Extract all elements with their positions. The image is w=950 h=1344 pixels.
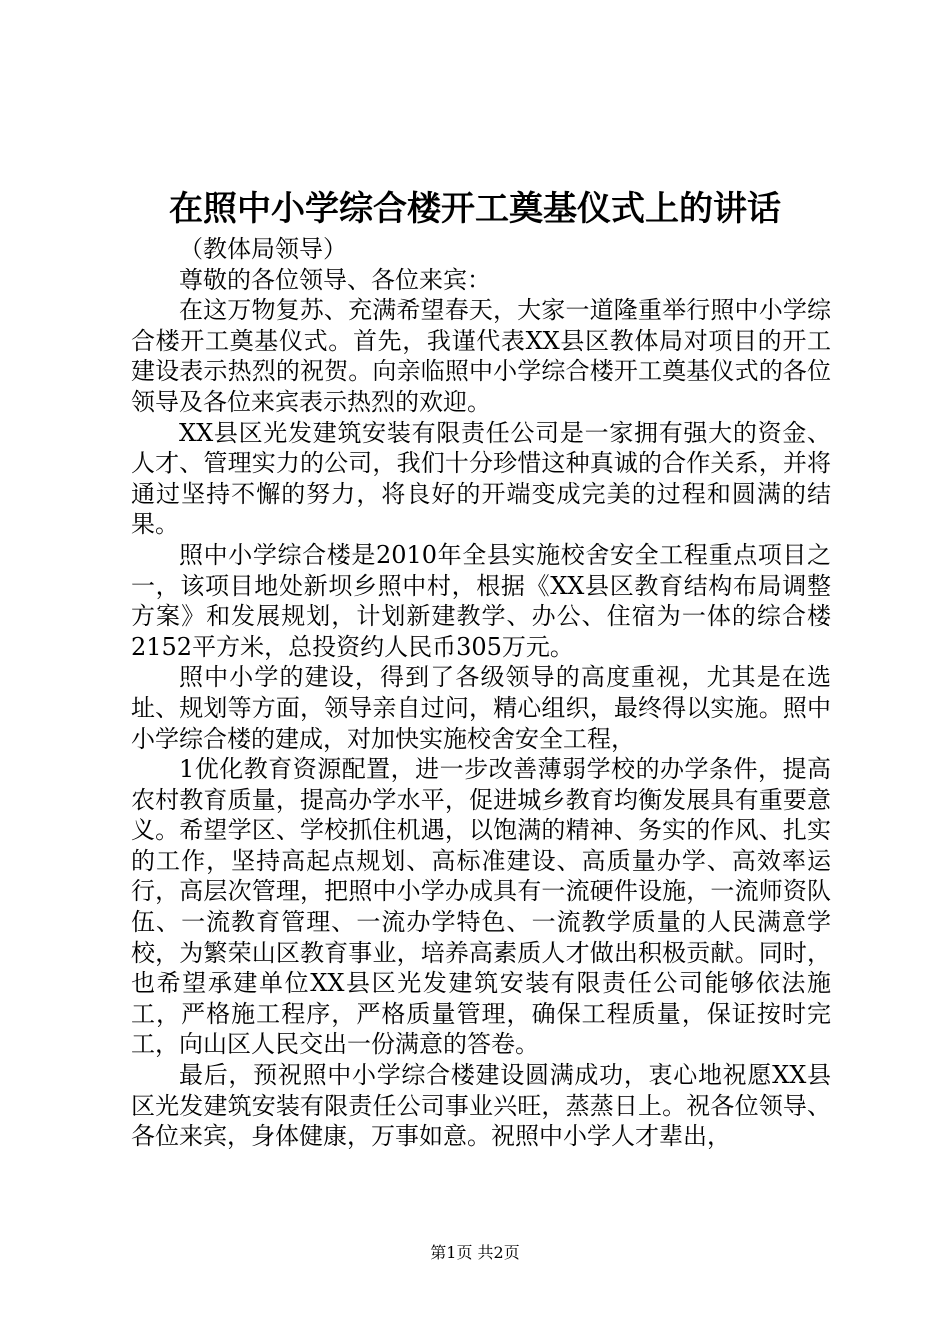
paragraph-6: 最后，预祝照中小学综合楼建设圆满成功，衷心地祝愿XX县区光发建筑安装有限责任公司事业兴旺，蒸蒸日上。祝各位领导、各位来宾，身体健康，万事如意。祝照中小学人才辈出，: [131, 1061, 831, 1151]
paragraph-3: 照中小学综合楼是2010年全县实施校舍安全工程重点项目之一，该项目地处新坝乡照中村，根据《XX县区教育结构布局调整方案》和发展规划，计划新建教学、办公、住宿为一体的综合楼2152平方米，总投资约人民币305万元。: [131, 540, 831, 661]
document-body: [131, 234, 831, 1152]
author-note: （教体局领导）: [179, 235, 347, 263]
paragraph-2: XX县区光发建筑安装有限责任公司是一家拥有强大的资金、人才、管理实力的公司，我们十分珍惜这种真诚的合作关系，并将通过坚持不懈的努力，将良好的开端变成完美的过程和圆满的结果。: [131, 418, 831, 539]
paragraph-5: 1优化教育资源配置，进一步改善薄弱学校的办学条件，提高农村教育质量，提高办学水平，促进城乡教育均衡发展具有重要意义。希望学区、学校抓住机遇，以饱满的精神、务实的作风、扎实的工作，坚持高起点规划、高标准建设、高质量办学、高效率运行，高层次管理，把照中小学办成具有一流硬件设施，一流师资队伍、一流教育管理、一流办学特色、一流教学质量的人民满意学校，为繁荣山区教育事业，培养高素质人才做出积极贡献。同时，也希望承建单位XX县区光发建筑安装有限责任公司能够依法施工，严格施工程序，严格质量管理，确保工程质量，保证按时完工，向山区人民交出一份满意的答卷。: [131, 755, 831, 1059]
paragraph-1: 在这万物复苏、充满希望春天，大家一道隆重举行照中小学综合楼开工奠基仪式。首先，我谨代表XX县区教体局对项目的开工建设表示热烈的祝贺。向亲临照中小学综合楼开工奠基仪式的各位领导及各位来宾表示热烈的欢迎。: [131, 296, 831, 416]
paragraph-4: 照中小学的建设，得到了各级领导的高度重视，尤其是在选址、规划等方面，领导亲自过问，精心组织，最终得以实施。照中小学综合楼的建成，对加快实施校舍安全工程，: [131, 663, 831, 753]
salutation: 尊敬的各位领导、各位来宾：: [179, 265, 491, 294]
page-footer: 第1页 共2页: [430, 1243, 520, 1262]
page-title: 在照中小学综合楼开工奠基仪式上的讲话: [169, 189, 781, 229]
